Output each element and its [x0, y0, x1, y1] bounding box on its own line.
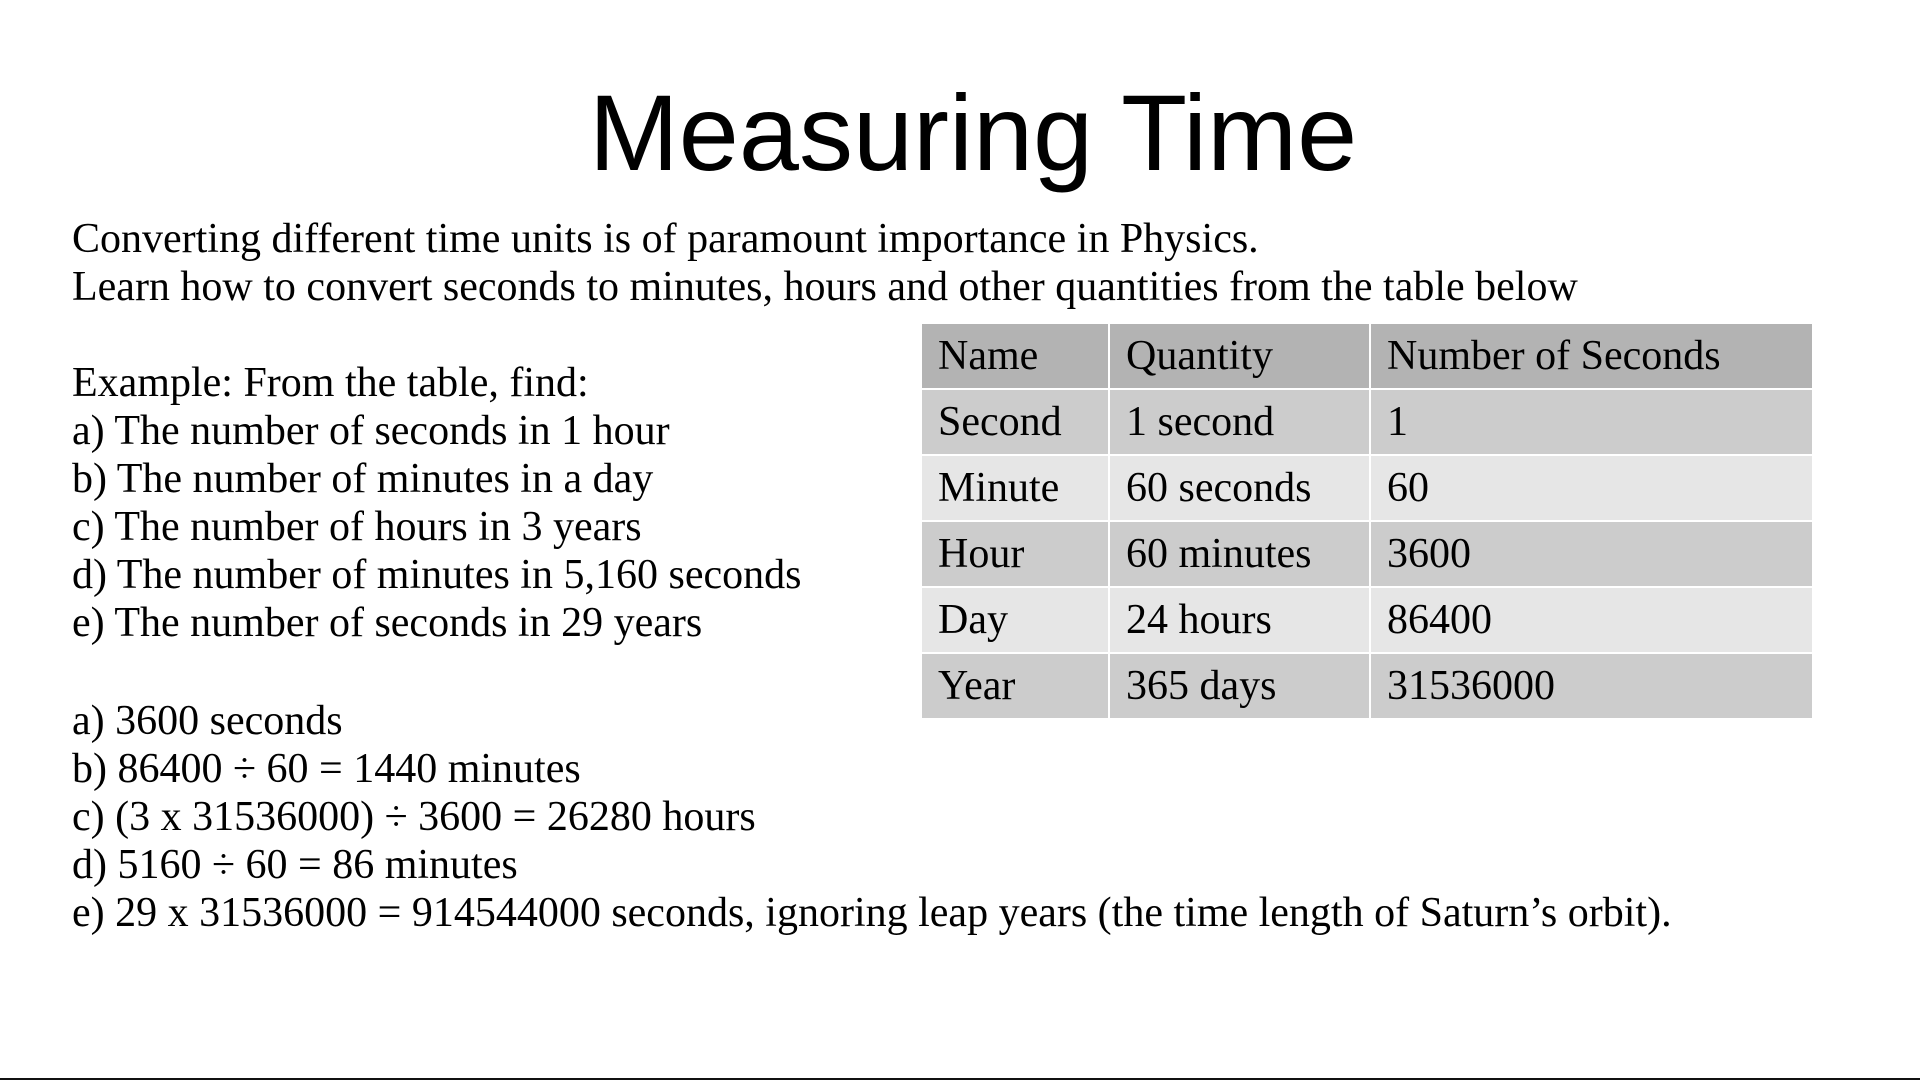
column-header-seconds: Number of Seconds — [1370, 323, 1813, 389]
question-item: a) The number of seconds in 1 hour — [72, 408, 670, 454]
table-cell: 60 — [1370, 455, 1813, 521]
table-cell: Minute — [921, 455, 1109, 521]
table-cell: 24 hours — [1109, 587, 1370, 653]
answer-item: b) 86400 ÷ 60 = 1440 minutes — [72, 746, 581, 792]
question-item: b) The number of minutes in a day — [72, 456, 654, 502]
example-heading: Example: From the table, find: — [72, 360, 589, 406]
answer-item: e) 29 x 31536000 = 914544000 seconds, ignoring leap years (the time length of Saturn’s orbit). — [72, 890, 1672, 936]
table-cell: Year — [921, 653, 1109, 719]
example-questions — [72, 359, 801, 647]
table-cell: 60 minutes — [1109, 521, 1370, 587]
table-cell: 31536000 — [1370, 653, 1813, 719]
question-item: d) The number of minutes in 5,160 seconds — [72, 552, 802, 598]
table-header-row — [921, 323, 1813, 389]
column-header-quantity: Quantity — [1109, 323, 1370, 389]
table-cell: 1 second — [1109, 389, 1370, 455]
intro-line: Converting different time units is of paramount importance in Physics. — [72, 216, 1259, 262]
table-cell: 86400 — [1370, 587, 1813, 653]
answer-item: d) 5160 ÷ 60 = 86 minutes — [72, 842, 518, 888]
table-row — [921, 587, 1813, 653]
slide-title: Measuring Time — [588, 72, 1358, 193]
table-cell: Day — [921, 587, 1109, 653]
answer-item: c) (3 x 31536000) ÷ 3600 = 26280 hours — [72, 794, 756, 840]
time-units-table — [920, 322, 1814, 720]
question-item: c) The number of hours in 3 years — [72, 504, 642, 550]
intro-text — [72, 215, 1578, 311]
column-header-name: Name — [921, 323, 1109, 389]
table-row — [921, 455, 1813, 521]
table-cell: 365 days — [1109, 653, 1370, 719]
question-item: e) The number of seconds in 29 years — [72, 600, 703, 646]
table-cell: Hour — [921, 521, 1109, 587]
table-cell: 1 — [1370, 389, 1813, 455]
table-row — [921, 389, 1813, 455]
table-cell: Second — [921, 389, 1109, 455]
table-row — [921, 521, 1813, 587]
table-cell: 3600 — [1370, 521, 1813, 587]
table-cell: 60 seconds — [1109, 455, 1370, 521]
intro-line: Learn how to convert seconds to minutes, hours and other quantities from the table below — [72, 264, 1578, 310]
example-answers — [72, 697, 1672, 937]
answer-item: a) 3600 seconds — [72, 698, 343, 744]
